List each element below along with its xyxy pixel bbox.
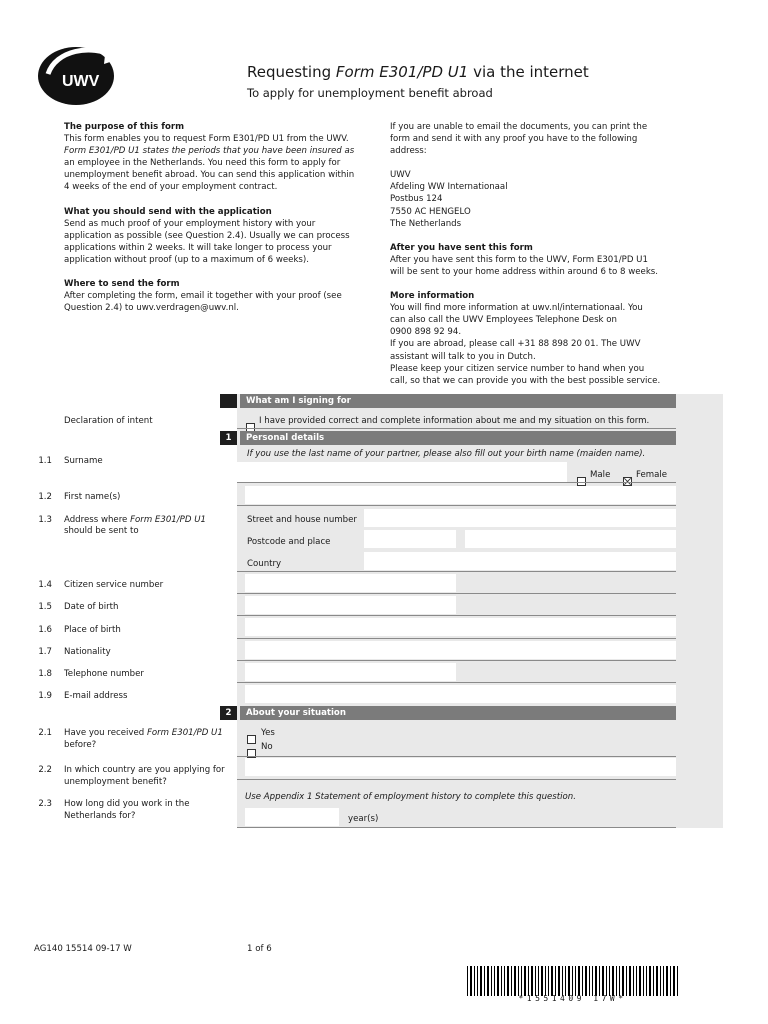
country-applying-input[interactable] — [245, 758, 676, 776]
address-line: 7550 AC HENGELO — [390, 206, 471, 217]
send-line: application as possible (see Question 2.4). Usually we can process — [64, 230, 350, 241]
question-number: 1.1 — [38, 456, 52, 466]
email-input[interactable] — [245, 685, 676, 703]
post-line: If you are unable to email the documents, you can print the — [390, 122, 648, 132]
nationality-input[interactable] — [245, 641, 676, 659]
phone-label: Telephone number — [64, 669, 144, 679]
after-line: will be sent to your home address within around 6 to 8 weeks. — [390, 266, 659, 277]
question-number: 1.6 — [38, 625, 52, 635]
divider — [237, 482, 676, 483]
divider — [237, 593, 676, 594]
more-line: assistant will talk to you in Dutch. — [390, 351, 536, 362]
divider — [237, 428, 676, 429]
question-number: 2.1 — [38, 728, 52, 738]
work-duration-label: How long did you work in the — [64, 799, 190, 809]
question-number: 1.9 — [38, 691, 52, 701]
more-line: If you are abroad, please call +31 88 898 20 01. The UWV — [390, 339, 641, 350]
after-heading: After you have sent this form — [390, 242, 533, 253]
pob-label: Place of birth — [64, 625, 121, 635]
phone-input[interactable] — [245, 663, 456, 681]
question-number: 1.7 — [38, 647, 52, 657]
street-input[interactable] — [364, 509, 676, 527]
address-label-line2: should be sent to — [64, 526, 139, 536]
years-label: year(s) — [348, 814, 379, 824]
divider — [237, 779, 676, 780]
send-line: application without proof (up to a maximum of 6 weeks). — [64, 254, 309, 265]
more-line: You will find more information at uwv.nl/internationaal. You — [390, 303, 643, 314]
barcode-number: *1551409 17W* — [518, 994, 627, 1003]
after-line: After you have sent this form to the UWV, Form E301/PD U1 — [390, 254, 648, 265]
country-input[interactable] — [364, 552, 676, 570]
dob-input[interactable] — [245, 596, 456, 614]
send-line: Send as much proof of your employment history with your — [64, 218, 316, 229]
where-heading: Where to send the form — [64, 279, 180, 290]
signing-heading: What am I signing for — [240, 394, 676, 408]
form-code: AG140 15514 09-17 W — [34, 944, 132, 954]
received-label: Have you received Form E301/PD U1 — [64, 728, 223, 738]
section-heading: About your situation — [240, 706, 676, 720]
yes-label: Yes — [261, 728, 275, 738]
work-duration-label-line2: Netherlands for? — [64, 811, 136, 821]
more-line: Please keep your citizen service number to hand when you — [390, 363, 645, 374]
section-number: 1 — [220, 431, 237, 445]
divider — [237, 827, 676, 828]
pob-input[interactable] — [245, 618, 676, 636]
postcode-input[interactable] — [364, 530, 456, 548]
section-number: 2 — [220, 706, 237, 720]
where-line: After completing the form, email it together with your proof (see — [64, 291, 342, 302]
surname-input[interactable] — [237, 462, 567, 482]
purpose-line: Form E301/PD U1 states the periods that you have been insured as — [64, 146, 355, 157]
email-label: E-mail address — [64, 691, 128, 701]
address-line: Afdeling WW Internationaal — [390, 182, 508, 193]
intro-right — [390, 121, 708, 387]
intro-left — [64, 121, 382, 314]
post-line: address: — [390, 146, 427, 157]
question-number: 1.3 — [38, 515, 52, 525]
female-label: Female — [636, 470, 668, 480]
question-number: 1.8 — [38, 669, 52, 679]
send-line: applications within 2 weeks. It will take longer to process your — [64, 242, 332, 253]
post-line: form and send it with any proof you have to the following — [390, 134, 638, 145]
country-applying-label-line2: unemployment benefit? — [64, 777, 167, 787]
purpose-line: unemployment benefit abroad. You can send this application within — [64, 170, 355, 181]
more-heading: More information — [390, 291, 475, 302]
more-line: call, so that we can provide you with the best possible service. — [390, 375, 661, 386]
street-label: Street and house number — [247, 515, 357, 525]
first-names-input[interactable] — [245, 486, 676, 504]
bsn-input[interactable] — [245, 574, 456, 592]
question-number: 1.2 — [38, 492, 52, 502]
dob-label: Date of birth — [64, 602, 119, 612]
surname-hint: If you use the last name of your partner, please also fill out your birth name (maiden name). — [247, 449, 646, 459]
male-label: Male — [590, 470, 611, 480]
purpose-line: 4 weeks of the end of your employment contract. — [64, 182, 278, 193]
section-heading: Personal details — [240, 431, 676, 445]
address-line: Postbus 124 — [390, 194, 443, 205]
place-input[interactable] — [465, 530, 676, 548]
svg-text:UWV: UWV — [62, 73, 100, 90]
no-label: No — [261, 742, 273, 752]
question-number: 1.5 — [38, 602, 52, 612]
more-line: can also call the UWV Employees Telephone Desk on — [390, 315, 617, 326]
question-number: 2.2 — [38, 765, 52, 775]
signing-marker — [220, 394, 237, 408]
question-number: 1.4 — [38, 580, 52, 590]
divider — [237, 615, 676, 616]
address-line: The Netherlands — [390, 218, 462, 229]
question-number: 2.3 — [38, 799, 52, 809]
bsn-label: Citizen service number — [64, 580, 164, 590]
divider — [237, 571, 676, 572]
purpose-heading: The purpose of this form — [64, 122, 185, 132]
purpose-line: This form enables you to request Form E301/PD U1 from the UWV. — [64, 134, 349, 145]
page-number: 1 of 6 — [247, 944, 272, 954]
work-duration-hint: Use Appendix 1 Statement of employment history to complete this question. — [245, 792, 576, 802]
surname-label: Surname — [64, 456, 103, 466]
divider — [237, 682, 676, 683]
country-label: Country — [247, 559, 282, 569]
barcode-image — [465, 966, 680, 996]
work-duration-input[interactable] — [245, 808, 339, 826]
page-subtitle: To apply for unemployment benefit abroad — [247, 86, 493, 100]
where-line: Question 2.4) to uwv.verdragen@uwv.nl. — [64, 303, 239, 314]
first-names-label: First name(s) — [64, 492, 121, 502]
divider — [237, 660, 676, 661]
purpose-line: an employee in the Netherlands. You need this form to apply for — [64, 158, 341, 169]
received-label-line2: before? — [64, 740, 97, 750]
page-title: Requesting Form E301/PD U1 via the internet — [247, 63, 589, 81]
more-line: 0900 898 92 94. — [390, 327, 462, 338]
country-applying-label: In which country are you applying for — [64, 765, 225, 775]
nationality-label: Nationality — [64, 647, 111, 657]
uwv-logo — [36, 36, 126, 106]
send-heading: What you should send with the application — [64, 206, 272, 217]
divider — [237, 638, 676, 639]
declaration-text: I have provided correct and complete information about me and my situation on this form. — [259, 416, 650, 426]
address-label: Address where Form E301/PD U1 — [64, 515, 206, 525]
divider — [237, 505, 676, 506]
declaration-label: Declaration of intent — [64, 416, 153, 426]
address-line: UWV — [390, 170, 411, 181]
postcode-label: Postcode and place — [247, 537, 331, 547]
divider — [237, 756, 676, 757]
